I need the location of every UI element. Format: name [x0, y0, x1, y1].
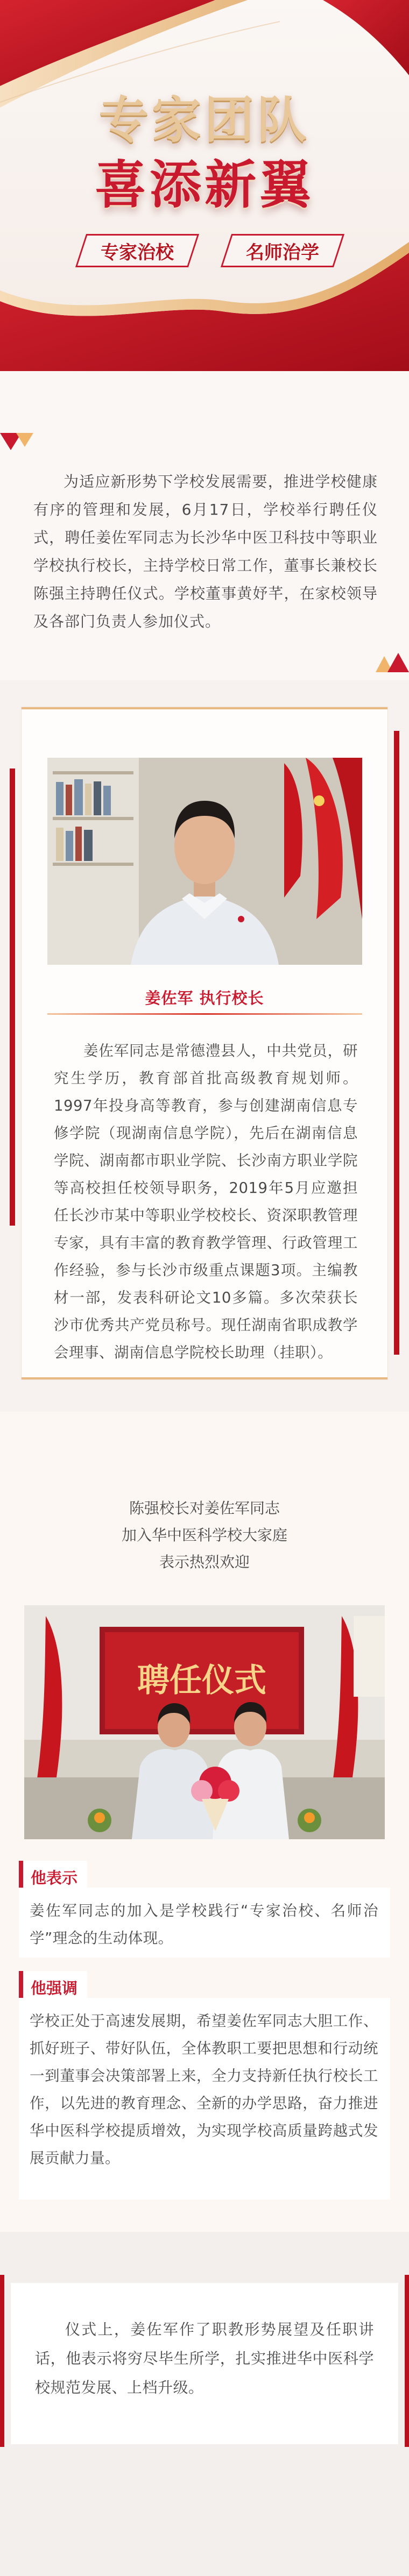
welcome-line-3: 表示热烈欢迎 — [159, 1553, 250, 1571]
section-text-he-stressed: 学校正处于高速发展期，希望姜佐军同志大胆工作、抓好班子、带好队伍，全体教职工要把思想和行动统一到董事会决策部署上来，全力支持新任执行校长工作，以先进的教育理念、全新的办学思路，奋力推进华中医科学校提质增效，为实现学校高质量跨越式发展贡献力量。 — [19, 1998, 390, 2200]
profile-role-label: 姜佐军 执行校长 — [145, 989, 264, 1007]
intro-paragraph: 为适应新形势下学校发展需要，推进学校健康有序的管理和发展，6月17日，学校举行聘任仪式，聘任姜佐军同志为长沙华中医卫科技中等职业学校执行校长，主持学校日常工作，董事长兼校长陈强主持聘任仪式。学校董事黄妤芊，在家校领导及各部门负责人参加仪式。 — [33, 473, 378, 630]
slogan-badge-2 — [226, 234, 339, 267]
role-divider — [47, 1013, 362, 1015]
card-accent-bar-left — [10, 768, 15, 1226]
section-title-he-said: 他表示 — [19, 1861, 87, 1894]
triangle-ornament-icon — [0, 433, 38, 454]
triangle-ornament-icon — [371, 651, 409, 672]
welcome-section — [0, 1412, 409, 2232]
profile-section — [0, 680, 409, 1412]
hero-title-line-2: 喜添新翼 — [95, 155, 314, 215]
profile-card — [22, 707, 387, 1379]
intro-section — [0, 371, 409, 680]
ceremony-photo — [24, 1605, 385, 1839]
portrait-image — [47, 758, 362, 965]
card-accent-bar-right — [394, 731, 399, 1355]
section-title-he-stressed: 他强调 — [19, 1971, 87, 2004]
hero-banner — [0, 0, 409, 371]
slogan-text-2: 名师治学 — [246, 241, 319, 264]
profile-bio: 姜佐军同志是常德澧县人，中共党员，研究生学历，教育部首批高级教育规划师。1997年投身高等教育，参与创建湖南信息专修学院（现湖南信息学院），先后在湖南信息学院、湖南都市职业学院、长沙南方职业学院等高校担任校领导职务，2019年5月应邀担任长沙市某中等职业学校校长、资深职教管理专家，具有丰富的教育教学管理、行政管理工作经验，参与长沙市级重点课题3项。主编教材一部，发表科研论文10多篇。多次荣获长沙市优秀共产党员称号。现任湖南省职成教学会理事、湖南信息学院校长助理（挂职）。 — [54, 1042, 358, 1361]
slogan-text-1: 专家治校 — [101, 241, 174, 264]
ceremony-sign-text: 聘任仪式 — [137, 1662, 266, 1699]
welcome-line-1: 陈强校长对姜佐军同志 — [129, 1499, 280, 1517]
closing-paragraph: 仪式上，姜佐军作了职教形势展望及任职讲话，他表示将穷尽毕生所学，扎实推进华中医科学校规范发展、上档升级。 — [35, 2321, 374, 2396]
closing-accent-bar-right — [405, 2275, 409, 2447]
hero-title-line-1: 专家团队 — [98, 91, 310, 149]
closing-accent-bar-left — [0, 2275, 4, 2447]
welcome-line-2: 加入华中医科学校大家庭 — [121, 1526, 287, 1544]
section-text-he-said: 姜佐军同志的加入是学校践行“专家治校、名师治学”理念的生动体现。 — [19, 1888, 390, 1958]
portrait-photo — [47, 758, 362, 965]
slogan-badge-1 — [81, 234, 194, 267]
closing-section — [0, 2232, 409, 2576]
ceremony-image — [24, 1605, 385, 1839]
